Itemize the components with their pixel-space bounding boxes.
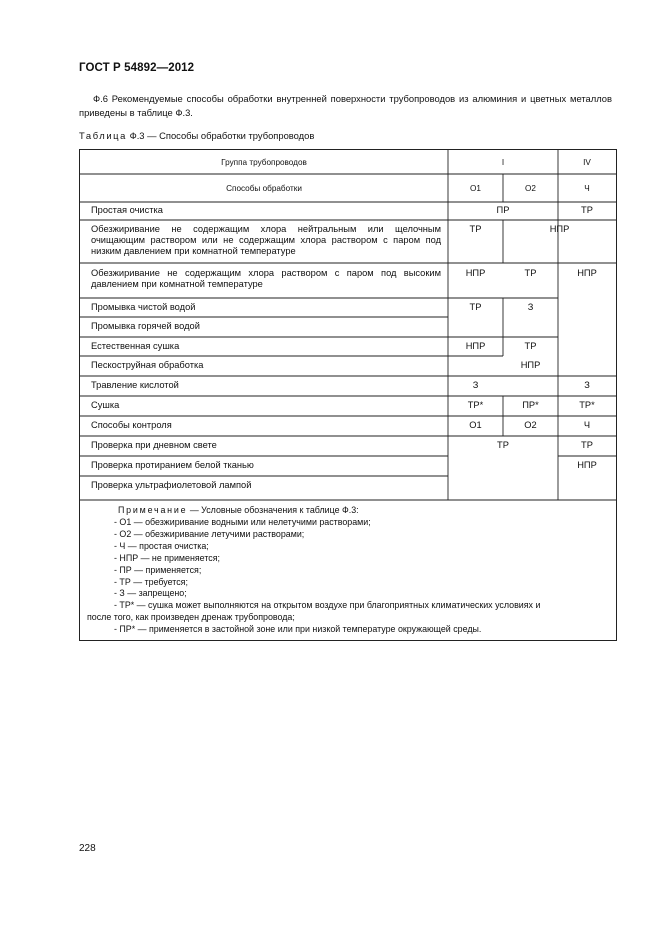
header-group-4: IV	[583, 158, 591, 167]
note-item: - ТР* — сушка может выполняются на открытом воздухе при благоприятных климатических условиях и	[114, 600, 541, 610]
caption-text: Ф.3 — Способы обработки трубопроводов	[126, 130, 315, 141]
cell-value: З	[584, 380, 590, 390]
cell-value: НПР	[577, 460, 597, 470]
cell-value: ПР	[496, 205, 510, 215]
row-label-uv-lamp-check: Проверка ультрафиолетовой лампой	[91, 480, 252, 490]
row-label-simple-cleaning: Простая очистка	[91, 205, 163, 215]
page-number: 228	[79, 843, 96, 854]
cell-value: ТР	[524, 268, 537, 278]
cell-value: Ч	[583, 420, 591, 430]
note-title-text: — Условные обозначения к таблице Ф.3:	[187, 505, 359, 515]
cell-value: О2	[524, 420, 537, 430]
row-label-degreasing-high: Обезжиривание не содержащим хлора раствором с паром под высоким давлением при комнатной температуре	[91, 268, 441, 289]
note-item: - О2 — обезжиривание летучими растворами;	[114, 529, 305, 539]
cell-value: ТР	[469, 224, 482, 234]
note-prefix: Примечание	[118, 505, 188, 515]
note-item: - НПР — не применяется;	[114, 553, 220, 563]
cell-value: ТР	[524, 341, 537, 351]
caption-prefix: Таблица	[79, 130, 127, 141]
cell-value: НПР	[549, 224, 570, 234]
header-col-ch: Ч	[584, 184, 590, 193]
note-item: - ТР — требуется;	[114, 577, 188, 587]
row-label-sandblasting: Пескоструйная обработка	[91, 360, 204, 370]
row-label-control-methods: Способы контроля	[91, 420, 172, 430]
row-label-hot-water: Промывка горячей водой	[91, 321, 200, 331]
note-title	[118, 505, 359, 517]
note-item: - О1 — обезжиривание водными или нелетучими растворами;	[114, 517, 371, 527]
document-header: ГОСТ Р 54892—2012	[79, 62, 195, 74]
cell-value: ТР*	[467, 400, 484, 410]
row-label-daylight-check: Проверка при дневном свете	[91, 440, 217, 450]
note-item: - ПР — применяется;	[114, 565, 202, 575]
cell-value: З	[527, 302, 534, 312]
cell-value: НПР	[465, 268, 486, 278]
header-group-1: I	[501, 158, 505, 167]
cell-value: ТР	[497, 440, 509, 450]
header-group-label: Группа трубопроводов	[221, 158, 307, 167]
cell-value: ТР*	[579, 400, 595, 410]
cell-value: О1	[469, 420, 482, 430]
note-item: - З — запрещено;	[114, 588, 187, 598]
row-label-natural-drying: Естественная сушка	[91, 341, 180, 351]
note-item-continuation: после того, как произведен дренаж трубопровода;	[87, 612, 295, 622]
note-item: - ПР* — применяется в застойной зоне или при низкой температуре окружающей среды.	[114, 624, 482, 634]
cell-value: ТР	[469, 302, 482, 312]
row-label-degreasing-low: Обезжиривание не содержащим хлора нейтральным или щелочным очищающим раствором или не содержащим хлора раствором с паром под низким давлением при комнатной температуре	[91, 224, 441, 256]
row-label-clean-water: Промывка чистой водой	[91, 302, 196, 312]
cell-value: ТР	[581, 205, 593, 215]
cell-value: НПР	[577, 268, 597, 278]
treatment-table	[79, 149, 617, 641]
cell-value: НПР	[520, 360, 541, 370]
header-col-o1: О1	[470, 184, 481, 193]
table-caption	[79, 130, 314, 141]
header-methods-label: Способы обработки	[226, 184, 302, 193]
row-label-acid-etching: Травление кислотой	[91, 380, 179, 390]
cell-value: З	[472, 380, 479, 390]
cell-value: ТР	[581, 440, 593, 450]
header-col-o2: О2	[525, 184, 536, 193]
cell-value: НПР	[465, 341, 486, 351]
note-item: - Ч — простая очистка;	[114, 541, 209, 551]
row-label-drying: Сушка	[91, 400, 120, 410]
intro-paragraph: Ф.6 Рекомендуемые способы обработки внутренней поверхности трубопроводов из алюминия и цветных металлов приведены в таблице Ф.3.	[79, 93, 612, 118]
cell-value: ПР*	[522, 400, 539, 410]
row-label-white-cloth-check: Проверка протиранием белой тканью	[91, 460, 254, 470]
